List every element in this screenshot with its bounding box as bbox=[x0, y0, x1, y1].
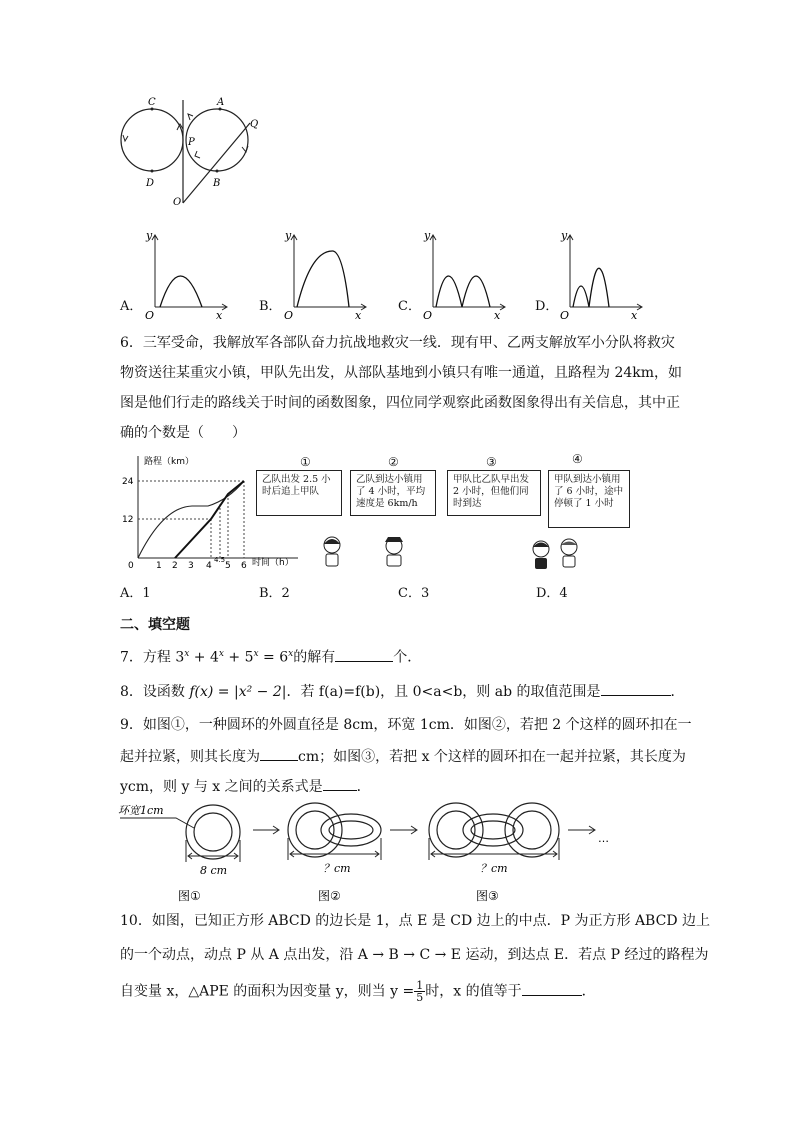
q8-func: f(x) = |x² − 2| bbox=[189, 684, 287, 700]
section-2-title: 二、填空题 bbox=[120, 617, 190, 633]
q6-option-B: B．2 bbox=[259, 586, 290, 601]
q8-end: ． bbox=[670, 684, 685, 700]
bubble-num-4: ④ bbox=[572, 452, 583, 466]
graph-C-x: x bbox=[494, 309, 501, 320]
q7-mid1: + 4 bbox=[189, 649, 219, 666]
q7-prefix: 7．方程 3 bbox=[120, 649, 185, 666]
q6-line-4: 确的个数是（ ） bbox=[120, 425, 246, 441]
ring-width-label: 环宽1cm bbox=[118, 804, 164, 817]
q7-suffix2: 个． bbox=[393, 649, 422, 666]
caption-fig2: 图② bbox=[318, 889, 341, 903]
chart-xlabel: 时间（h） bbox=[252, 558, 294, 568]
q9-line2b: cm；如图③，若把 x 个这样的圆环扣在一起并拉紧，其长度为 bbox=[298, 749, 686, 765]
q9-length-blank[interactable] bbox=[260, 746, 298, 761]
dim-8cm: 8 cm bbox=[200, 864, 228, 877]
q6-line-3: 图是他们行走的路线关于时间的函数图象，四位同学观察此函数图象得出有关信息，其中正 bbox=[120, 395, 680, 411]
label-C: C bbox=[148, 97, 156, 108]
caption-fig3: 图③ bbox=[476, 889, 499, 903]
q7-sup-1: x bbox=[184, 649, 190, 659]
option-A-label: A． bbox=[120, 299, 143, 314]
ellipsis: … bbox=[598, 832, 609, 845]
rings-figure bbox=[118, 800, 618, 908]
graph-D-o: O bbox=[560, 309, 570, 320]
q6-option-D: D．4 bbox=[536, 586, 568, 601]
q7-answer-blank[interactable] bbox=[335, 647, 393, 662]
q7-suffix1: 的解有 bbox=[293, 649, 336, 666]
q9-line2a: 起并拉紧，则其长度为 bbox=[120, 749, 260, 765]
bubble-num-2: ② bbox=[388, 455, 399, 469]
bubble-2: 乙队到达小镇用了 4 小时，平均速度是 6km/h bbox=[350, 470, 436, 516]
graph-A-o: O bbox=[145, 309, 155, 320]
bubble-num-3: ③ bbox=[486, 455, 497, 469]
q7-line bbox=[120, 645, 680, 667]
bubble-4: 甲队到达小镇用了 6 小时，途中停顿了 1 小时 bbox=[548, 470, 630, 528]
bubble-num-1: ① bbox=[300, 455, 311, 469]
option-C-label: C． bbox=[398, 299, 421, 314]
q10-line3a: 自变量 x，△APE 的面积为因变量 y，则当 y = bbox=[120, 983, 415, 1000]
graph-A-y: y bbox=[146, 229, 153, 242]
q7-sup-3: x bbox=[253, 649, 259, 659]
q10-line-1: 10．如图，已知正方形 ABCD 的边长是 1，点 E 是 CD 边上的中点．P 为正方形 ABCD 边上 bbox=[120, 913, 710, 929]
graph-D-x: x bbox=[631, 309, 638, 320]
graph-C-y: y bbox=[424, 229, 431, 242]
chart-ylabel: 路程（km） bbox=[144, 457, 194, 467]
q10-line3b: 时，x 的值等于 bbox=[425, 983, 522, 1000]
q10-fraction bbox=[414, 980, 425, 1003]
chart-ytick-12: 12 bbox=[122, 515, 134, 525]
chart-xtick-5: 5 bbox=[225, 561, 231, 571]
student-figure-3 bbox=[528, 538, 554, 572]
chart-xtick-4-5: 4.5 bbox=[214, 556, 226, 564]
option-D-label: D． bbox=[535, 299, 559, 314]
graph-D bbox=[557, 225, 647, 320]
label-B: B bbox=[213, 178, 221, 189]
student-figure-1 bbox=[318, 534, 346, 570]
label-P: P bbox=[188, 137, 195, 148]
graph-B-y: y bbox=[285, 229, 292, 242]
dim-fig2: ？cm bbox=[323, 862, 351, 875]
q10-line-2: 的一个动点，动点 P 从 A 点出发，沿 A → B → C → E 运动，到达点 E．若点 P 经过的路程为 bbox=[120, 947, 709, 963]
q7-sup-4: x bbox=[288, 649, 294, 659]
q7-mid3: = 6 bbox=[258, 649, 289, 666]
graph-B bbox=[281, 225, 371, 320]
graph-D-y: y bbox=[561, 229, 568, 242]
q6-option-C: C．3 bbox=[398, 586, 430, 601]
graph-A-x: x bbox=[216, 309, 223, 320]
label-A: A bbox=[217, 97, 225, 108]
chart-xtick-2: 2 bbox=[172, 561, 178, 571]
chart-xtick-1: 1 bbox=[156, 561, 162, 571]
q8-line bbox=[120, 681, 685, 701]
q7-sup-2: x bbox=[218, 649, 224, 659]
chart-xtick-3: 3 bbox=[188, 561, 194, 571]
q9-line-3 bbox=[120, 776, 680, 796]
graph-C bbox=[420, 225, 510, 320]
student-figure-2 bbox=[380, 534, 408, 570]
q10-frac-num: 1 bbox=[416, 979, 424, 992]
graph-B-o: O bbox=[284, 309, 294, 320]
q10-line3c: ． bbox=[581, 983, 596, 1000]
q9-line3a: ycm，则 y 与 x 之间的关系式是 bbox=[120, 779, 323, 795]
q7-mid2: + 5 bbox=[223, 649, 254, 666]
option-B-label: B． bbox=[259, 299, 282, 314]
q9-relation-blank[interactable] bbox=[323, 776, 357, 791]
dim-fig3: ？cm bbox=[480, 862, 508, 875]
q10-answer-blank[interactable] bbox=[522, 981, 582, 996]
q8-mid: ．若 f(a)=f(b)，且 0<a<b，则 ab 的取值范围是 bbox=[286, 684, 601, 700]
q10-line-3 bbox=[120, 980, 680, 1003]
graph-B-x: x bbox=[355, 309, 362, 320]
chart-xtick-6: 6 bbox=[241, 561, 247, 571]
chart-ytick-0: 0 bbox=[128, 561, 134, 571]
q8-answer-blank[interactable] bbox=[601, 681, 671, 696]
label-Q: Q bbox=[250, 119, 259, 130]
graph-C-o: O bbox=[423, 309, 433, 320]
circles-figure bbox=[110, 95, 280, 210]
q6-line-1: 6．三军受命，我解放军各部队奋力抗战地救灾一线．现有甲、乙两支解放军小分队将救灾 bbox=[120, 335, 675, 351]
q10-frac-den: 5 bbox=[416, 991, 424, 1004]
q9-line-1: 9．如图①，一种圆环的外圆直径是 8cm，环宽 1cm．如图②，若把 2 个这样的圆环扣在一 bbox=[120, 717, 692, 733]
label-O: O bbox=[173, 197, 182, 208]
graph-A bbox=[142, 225, 232, 320]
q8-prefix: 8．设函数 bbox=[120, 684, 190, 700]
chart-xtick-4: 4 bbox=[206, 561, 212, 571]
caption-fig1: 图① bbox=[178, 889, 201, 903]
label-D: D bbox=[146, 178, 155, 189]
q6-line-2: 物资送往某重灾小镇，甲队先出发，从部队基地到小镇只有唯一通道，且路程为 24km，如 bbox=[120, 365, 683, 381]
q6-option-A: A．1 bbox=[120, 586, 151, 601]
q9-line3b: ． bbox=[356, 779, 371, 795]
q9-line-2 bbox=[120, 746, 686, 766]
bubble-1: 乙队出发 2.5 小时后追上甲队 bbox=[256, 470, 342, 516]
bubble-3: 甲队比乙队早出发 2 小时，但他们同时到达 bbox=[447, 470, 541, 516]
chart-ytick-24: 24 bbox=[122, 477, 134, 487]
student-figure-4 bbox=[556, 536, 582, 570]
